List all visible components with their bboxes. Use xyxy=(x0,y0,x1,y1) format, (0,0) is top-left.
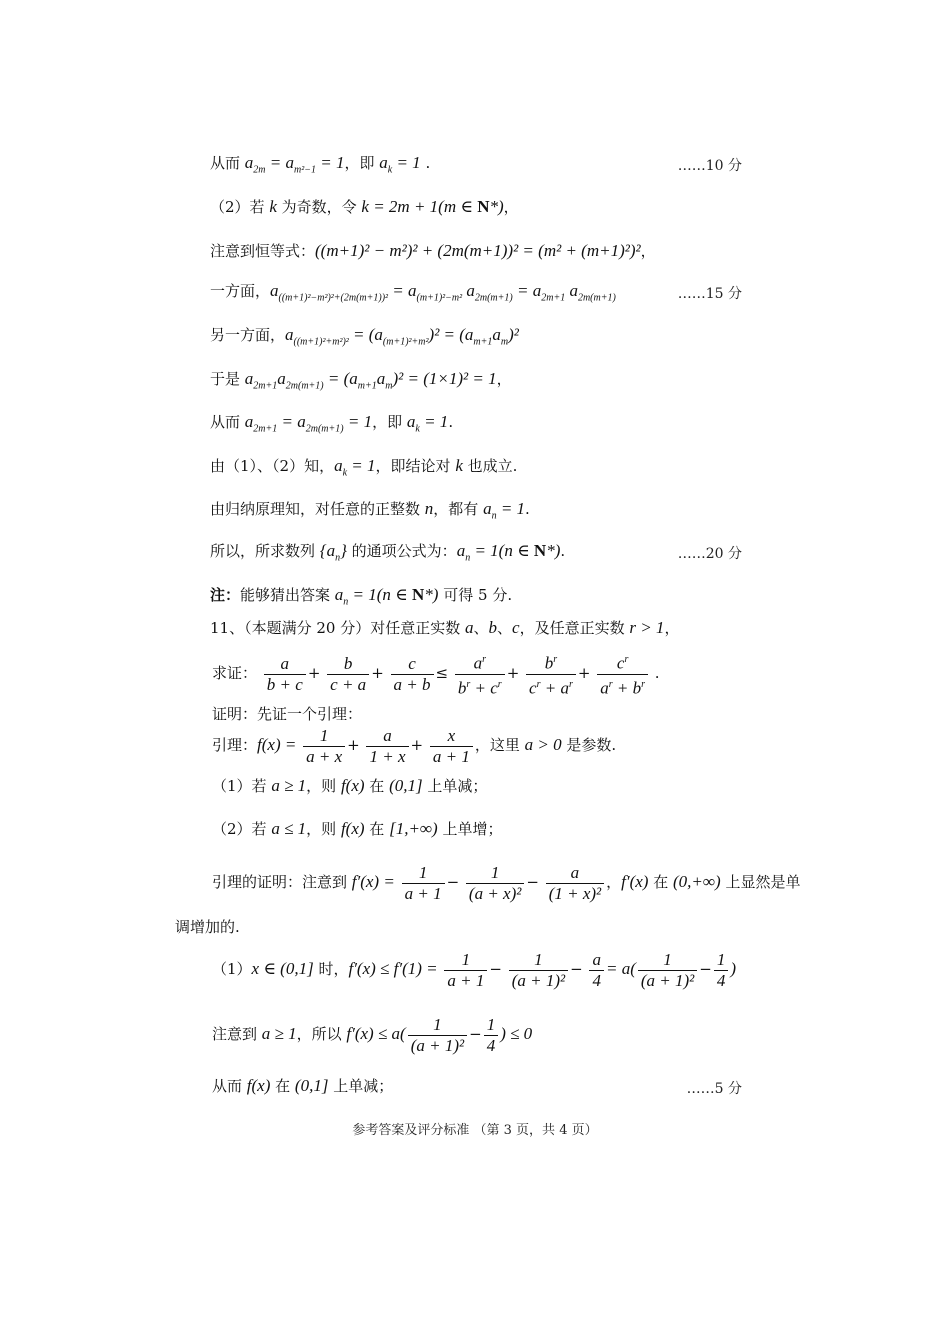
line-both-cases: 由（1）、（2）知，$a_k = 1$，即结论对 k 也成立. xyxy=(210,456,518,479)
line-prove-inequality: 求证： $\frac{a}{b + c}$ + $\frac{b}{c + a}$ + $\frac{c}{a + b}$ ≤ $\frac{a^r}{b^r + c^r}$ + $\frac{b^r}{c^r + a^r}$ + $\frac{c^r}{a^r + b^r}$ . xyxy=(212,650,660,698)
line-increasing: 调增加的. xyxy=(175,918,240,936)
line-note-a-ge-1: 注意到 a ≥ 1，所以 f′(x) ≤ a( $\frac{1}{\text{(a + 1)²}}$ − $\frac{1}{4}$ ) ≤ 0 xyxy=(212,1014,533,1055)
line-lemma: 引理：f(x) = $\frac{1}{a + x}$ + $\frac{a}{1 + x}$ + $\frac{x}{a + 1}$ ，这里 a > 0 是参数. xyxy=(212,725,617,766)
line-lemma-proof: 引理的证明：注意到 f′(x) = $\frac{1}{a + 1}$ − $\frac{1}{\text{(a + x)²}}$ − $\frac{a}{\text{(1 + x)²}}$ ，f′(x) 在 (0,+∞) 上显然是单 xyxy=(212,862,801,903)
line-general-term: 所以，所求数列 $\{a_n\}$ 的通项公式为：$a_n = 1(n$ ∈ N*). xyxy=(210,541,566,564)
line-identity: 注意到恒等式：((m+1)² − m²)² + (2m(m+1))² = (m² + (m+1)²)²， xyxy=(210,241,656,260)
page-footer: 参考答案及评分标准 （第 3 页，共 4 页） xyxy=(352,1123,598,1138)
line-lemma-case-2: （2）若 a ≤ 1，则 f(x) 在 [1,+∞) 上单增； xyxy=(212,819,503,838)
line-proof-start: 证明：先证一个引理： xyxy=(212,705,363,723)
line-conclusion-even: 从而 $a_{2m} = a_{m^2-1} = 1$，即 $a_k = 1$ . xyxy=(210,153,431,176)
line-induction: 由归纳原理知，对任意的正整数 n，都有 $a_n = 1$. xyxy=(210,499,530,522)
line-note: 注：能够猜出答案 $a_n = 1(n$ ∈ N*) 可得 5 分. xyxy=(210,585,513,608)
line-derivative-bound: （1）x ∈ (0,1] 时，f′(x) ≤ f′(1) = $\frac{1}{a + 1}$ − $\frac{1}{\text{(a + 1)²}}$ − $\frac{a}{4}$ = a( $\frac{1}{\text{(a + 1)²}}$ − $\frac{1}{4}$ ) xyxy=(212,949,736,990)
line-thus: 于是 $a_{2m+1}a_{2m(m+1)} = (a_{m+1}a_m)^2 = (1\times 1)^2 = 1$， xyxy=(210,369,512,392)
line-on-one-hand: 一方面，$a_{((m+1)^2-m^2)^2+(2m(m+1))^2} = a_{(m+1)^2-m^2}$ $a_{2m(m+1)} = a_{2m+1}$ $a_{2m(m+1)}$ xyxy=(210,281,616,304)
score-15: ……15 分 xyxy=(677,286,742,302)
line-lemma-case-1: （1）若 a ≥ 1，则 f(x) 在 (0,1] 上单减； xyxy=(212,776,488,795)
line-decreasing: 从而 f(x) 在 (0,1] 上单减； xyxy=(212,1076,394,1095)
line-on-other-hand: 另一方面，$a_{((m+1)^2+m^2)^2} = (a_{(m+1)^2+m^2})^2 = (a_{m+1}a_m)^2$ xyxy=(210,325,519,348)
problem-11-header: 11、（本题满分 20 分）对任意正实数 a、b、c，及任意正实数 r > 1， xyxy=(210,618,680,637)
score-5: ……5 分 xyxy=(686,1081,742,1097)
line-therefore-odd: 从而 $a_{2m+1} = a_{2m(m+1)} = 1$，即 $a_k = 1$. xyxy=(210,412,454,435)
score-10: ……10 分 xyxy=(677,158,742,174)
line-case-odd: （2）若 k 为奇数，令 k = 2m + 1(m ∈ N*)， xyxy=(210,197,519,216)
score-20: ……20 分 xyxy=(677,546,742,562)
